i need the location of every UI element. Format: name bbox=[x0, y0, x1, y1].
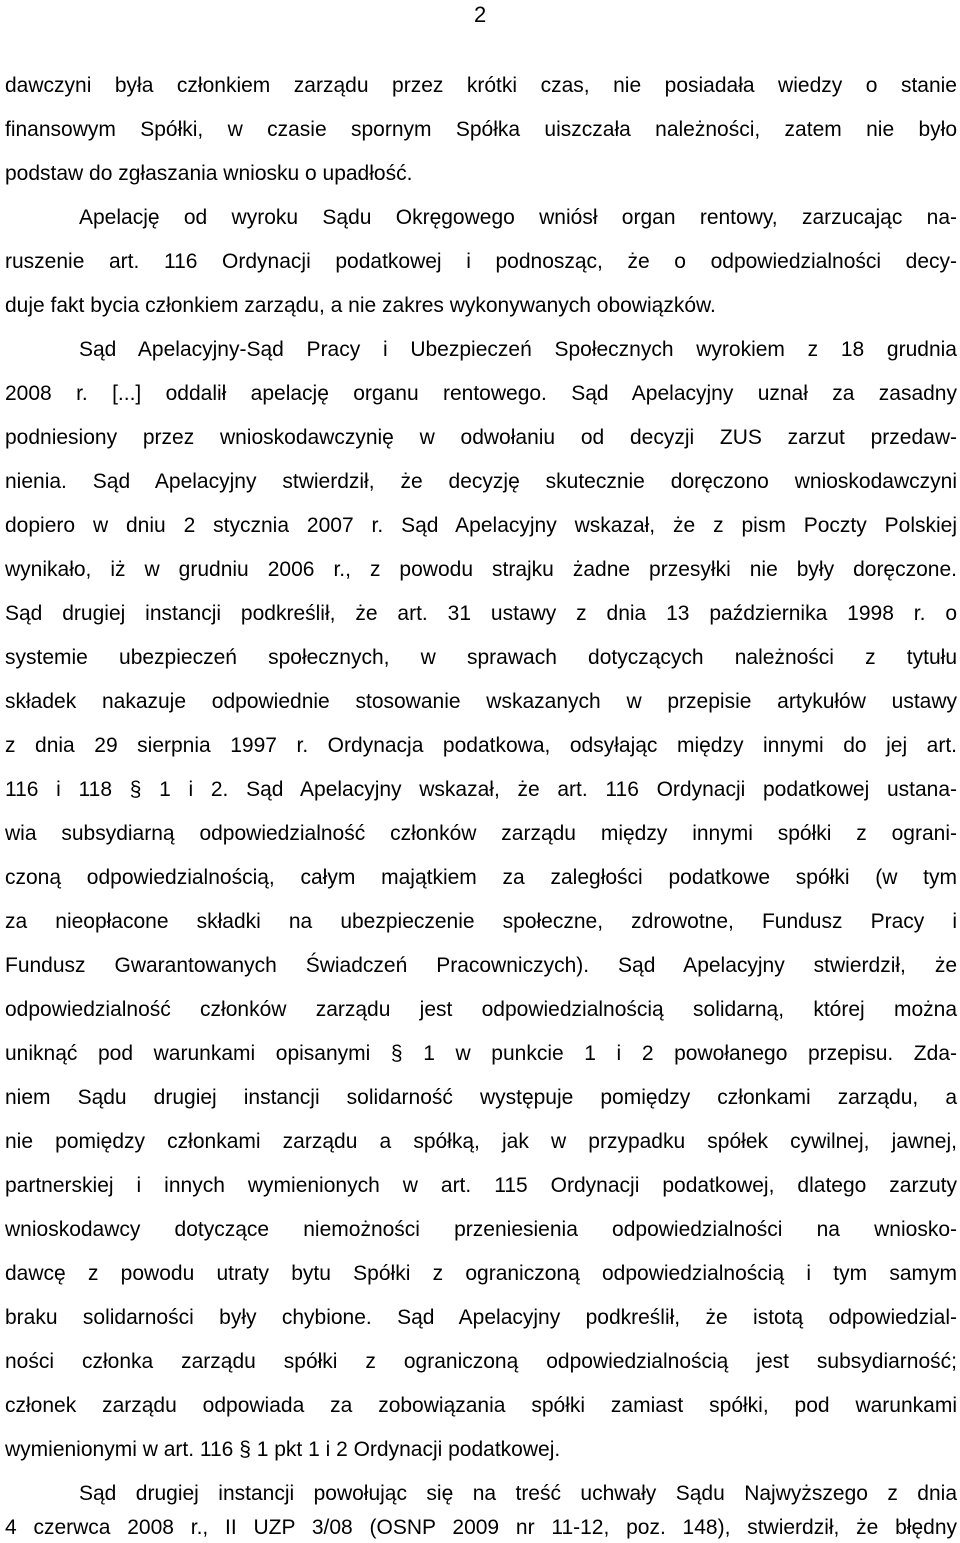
text-line: braku solidarności były chybione. Sąd Apelacyjny podkreślił, że istotą odpowiedzial- bbox=[5, 1306, 957, 1329]
text-line: wnioskodawcy dotyczące niemożności przeniesienia odpowiedzialności na wniosko- bbox=[5, 1218, 957, 1241]
text-line: z dnia 29 sierpnia 1997 r. Ordynacja podatkowa, odsyłając między innymi do jej art. bbox=[5, 734, 957, 757]
text-line: wia subsydiarną odpowiedzialność członków zarządu między innymi spółki z ograni- bbox=[5, 822, 957, 845]
text-line: Sąd Apelacyjny-Sąd Pracy i Ubezpieczeń Społecznych wyrokiem z 18 grudnia bbox=[79, 338, 957, 361]
text-line: składek nakazuje odpowiednie stosowanie wskazanych w przepisie artykułów ustawy bbox=[5, 690, 957, 713]
text-line: za nieopłacone składki na ubezpieczenie społeczne, zdrowotne, Fundusz Pracy i bbox=[5, 910, 957, 933]
text-line: nienia. Sąd Apelacyjny stwierdził, że decyzję skutecznie doręczono wnioskodawczyni bbox=[5, 470, 957, 493]
text-line: wymienionymi w art. 116 § 1 pkt 1 i 2 Ordynacji podatkowej. bbox=[5, 1438, 561, 1461]
text-line: podniesiony przez wnioskodawczynię w odwołaniu od decyzji ZUS zarzut przedaw- bbox=[5, 426, 957, 449]
text-line: nie pomiędzy członkami zarządu a spółką, jak w przypadku spółek cywilnej, jawnej, bbox=[5, 1130, 957, 1153]
text-line: Sąd drugiej instancji powołując się na treść uchwały Sądu Najwyższego z dnia bbox=[79, 1482, 957, 1505]
text-line: ności członka zarządu spółki z ograniczoną odpowiedzialnością jest subsydiarność; bbox=[5, 1350, 957, 1373]
text-line: dawcę z powodu utraty bytu Spółki z ograniczoną odpowiedzialnością i tym samym bbox=[5, 1262, 957, 1285]
text-line: Fundusz Gwarantowanych Świadczeń Pracowniczych). Sąd Apelacyjny stwierdził, że bbox=[5, 954, 957, 977]
text-line: dawczyni była członkiem zarządu przez krótki czas, nie posiadała wiedzy o stanie bbox=[5, 74, 957, 97]
text-line: 116 i 118 § 1 i 2. Sąd Apelacyjny wskazał, że art. 116 Ordynacji podatkowej ustana- bbox=[5, 778, 957, 801]
text-line: członek zarządu odpowiada za zobowiązania spółki zamiast spółki, pod warunkami bbox=[5, 1394, 957, 1417]
text-line: 4 czerwca 2008 r., II UZP 3/08 (OSNP 2009 nr 11-12, poz. 148), stwierdził, że błędny bbox=[5, 1516, 957, 1539]
text-line: odpowiedzialność członków zarządu jest odpowiedzialnością solidarną, której można bbox=[5, 998, 957, 1021]
text-line: ruszenie art. 116 Ordynacji podatkowej i podnosząc, że o odpowiedzialności decy- bbox=[5, 250, 957, 273]
text-line: duje fakt bycia członkiem zarządu, a nie zakres wykonywanych obowiązków. bbox=[5, 294, 716, 317]
text-line: podstaw do zgłaszania wniosku o upadłość. bbox=[5, 162, 413, 185]
text-line: finansowym Spółki, w czasie spornym Spółka uiszczała należności, zatem nie było bbox=[5, 118, 957, 141]
text-line: wynikało, iż w grudniu 2006 r., z powodu strajku żadne przesyłki nie były doręczone. bbox=[5, 558, 957, 581]
text-line: partnerskiej i innych wymienionych w art. 115 Ordynacji podatkowej, dlatego zarzuty bbox=[5, 1174, 957, 1197]
text-line: 2008 r. [...] oddalił apelację organu rentowego. Sąd Apelacyjny uznał za zasadny bbox=[5, 382, 957, 405]
text-line: Sąd drugiej instancji podkreślił, że art. 31 ustawy z dnia 13 października 1998 r. o bbox=[5, 602, 957, 625]
text-line: niem Sądu drugiej instancji solidarność występuje pomiędzy członkami zarządu, a bbox=[5, 1086, 957, 1109]
text-line: dopiero w dniu 2 stycznia 2007 r. Sąd Apelacyjny wskazał, że z pism Poczty Polskiej bbox=[5, 514, 957, 537]
text-line: systemie ubezpieczeń społecznych, w sprawach dotyczących należności z tytułu bbox=[5, 646, 957, 669]
text-line: uniknąć pod warunkami opisanymi § 1 w punkcie 1 i 2 powołanego przepisu. Zda- bbox=[5, 1042, 957, 1065]
text-line: czoną odpowiedzialnością, całym majątkiem za zaległości podatkowe spółki (w tym bbox=[5, 866, 957, 889]
page-number: 2 bbox=[474, 2, 487, 27]
text-line: Apelację od wyroku Sądu Okręgowego wniósł organ rentowy, zarzucając na- bbox=[79, 206, 957, 229]
